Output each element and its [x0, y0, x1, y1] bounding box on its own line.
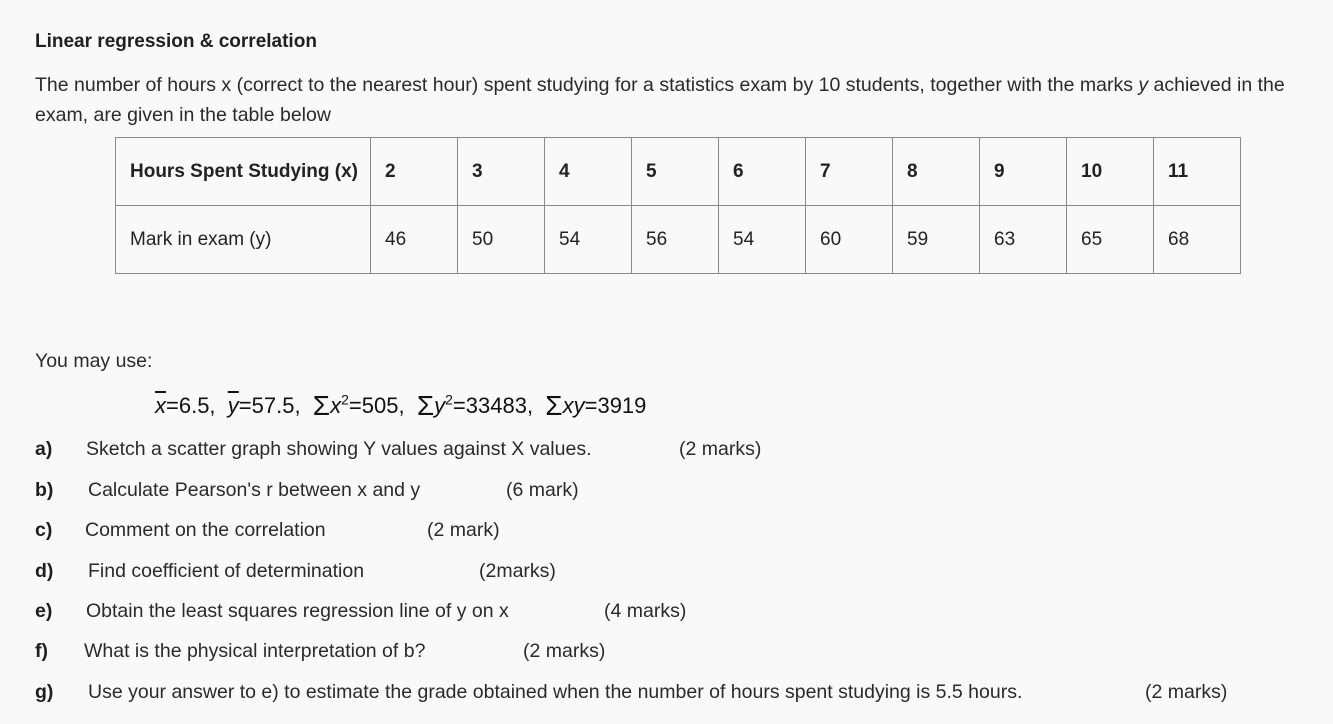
question-label: g) [35, 681, 54, 703]
table-cell: 9 [980, 138, 1067, 206]
sigma-symbol: Σ [312, 390, 331, 421]
table-cell: 46 [371, 206, 458, 274]
question-label: b) [35, 479, 54, 501]
question-marks: (2 marks) [1145, 681, 1228, 703]
question-marks: (4 marks) [604, 600, 687, 622]
table-cell: 54 [545, 206, 632, 274]
table-cell: 65 [1067, 206, 1154, 274]
table-cell: 5 [632, 138, 719, 206]
table-row-marks [116, 206, 1241, 274]
table-cell: 11 [1154, 138, 1241, 206]
intro-text-1: The number of hours x (correct to the nearest hour) spent studying for a statistics exam by 10 students, together with the marks [35, 74, 1139, 96]
question-marks: (2 mark) [427, 519, 500, 541]
ybar-symbol: $\overline{y}$ [227, 393, 239, 418]
you-may-use-label: You may use: [35, 350, 153, 372]
table-cell: 2 [371, 138, 458, 206]
question-label: e) [35, 600, 53, 622]
question-marks: (2 marks) [679, 438, 762, 460]
question-text: Calculate Pearson's r between x and y [88, 479, 421, 501]
sigma-symbol: Σ [416, 390, 435, 421]
sum-x2-exp: 2 [341, 391, 349, 408]
question-marks: (2 marks) [523, 640, 606, 662]
table-cell: 4 [545, 138, 632, 206]
sum-x2-var: x [330, 393, 342, 418]
intro-paragraph [35, 70, 1305, 130]
table-cell: 68 [1154, 206, 1241, 274]
sigma-symbol: Σ [545, 390, 563, 421]
xbar-value: =6.5, [166, 393, 216, 418]
table-cell: 50 [458, 206, 545, 274]
sum-x2-value: =505, [348, 393, 405, 418]
question-text: Find coefficient of determination [88, 560, 365, 582]
question-label: f) [35, 640, 48, 662]
sum-y2-value: =33483, [452, 393, 534, 418]
table-header-marks: Mark in exam (y) [116, 206, 371, 274]
question-text: Obtain the least squares regression line of y on x [86, 600, 509, 622]
table-cell: 3 [458, 138, 545, 206]
question-text: Use your answer to e) to estimate the grade obtained when the number of hours spent studying is 5.5 hours. [88, 681, 1023, 703]
sum-y2-var: y [434, 393, 446, 418]
table-cell: 56 [632, 206, 719, 274]
question-text: What is the physical interpretation of b? [84, 640, 426, 662]
question-label: c) [35, 519, 53, 541]
table-cell: 54 [719, 206, 806, 274]
table-cell: 63 [980, 206, 1067, 274]
table-cell: 60 [806, 206, 893, 274]
table-row-hours [116, 138, 1241, 206]
data-table [115, 137, 1241, 274]
question-label: d) [35, 560, 54, 582]
ybar-value: =57.5, [238, 393, 301, 418]
table-cell: 6 [719, 138, 806, 206]
sum-xy-var: xy [562, 393, 585, 418]
table-cell: 59 [893, 206, 980, 274]
table-cell: 8 [893, 138, 980, 206]
intro-text-2: achieved in the exam, are given in the table below [35, 74, 1285, 126]
question-marks: (6 mark) [506, 479, 579, 501]
question-text: Comment on the correlation [85, 519, 326, 541]
question-marks: (2marks) [479, 560, 556, 582]
intro-italic-y: y [1138, 74, 1149, 96]
page-title: Linear regression & correlation [35, 31, 317, 52]
xbar-symbol: $\overline{x}$ [155, 393, 166, 418]
question-label: a) [35, 438, 53, 460]
formula-line [155, 390, 646, 422]
sum-xy-value: =3919 [584, 393, 647, 418]
table-cell: 7 [806, 138, 893, 206]
sum-y2-exp: 2 [445, 391, 453, 408]
question-text: Sketch a scatter graph showing Y values against X values. [86, 438, 592, 460]
table-header-hours: Hours Spent Studying (x) [116, 138, 371, 206]
table-cell: 10 [1067, 138, 1154, 206]
